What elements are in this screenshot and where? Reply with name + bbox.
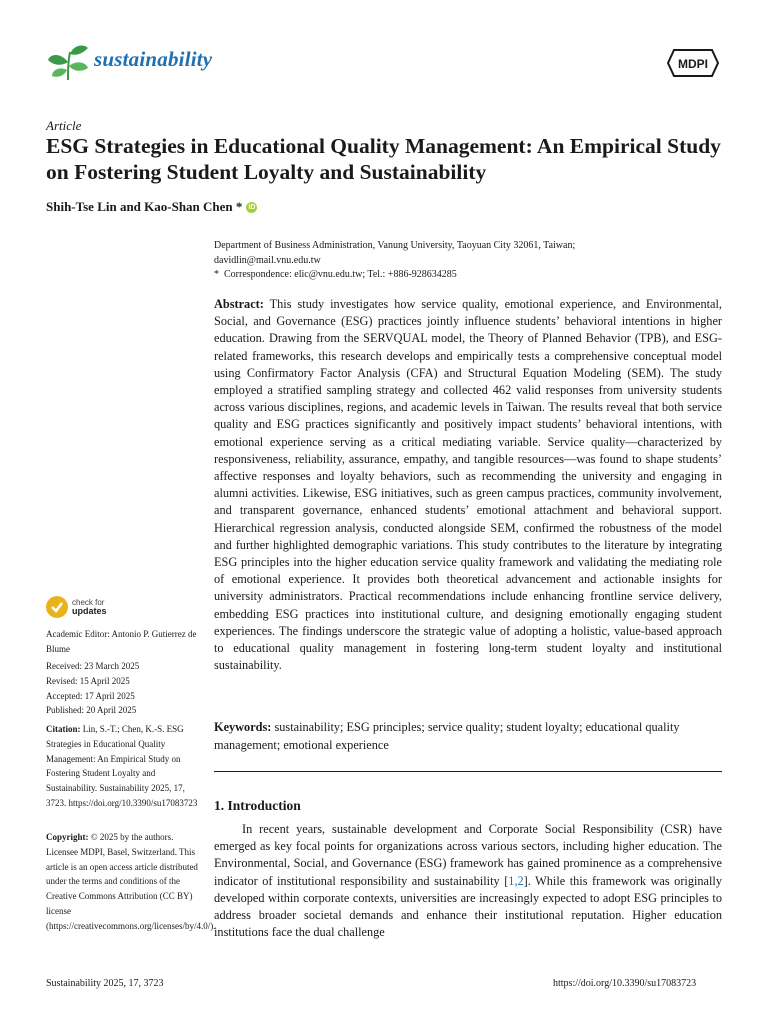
orcid-icon[interactable]: iD [248, 203, 256, 211]
citation-text: Lin, S.-T.; Chen, K.-S. ESG Strategies in Educational Quality Management: An Empirical Study on Fostering Student Loyalty and Sustainability. Sustainability 2025, 17, 3723. https://doi.org/10.3390/su17083723 [46, 724, 198, 808]
date-revised: Revised: 15 April 2025 [46, 675, 130, 686]
correspondence-text: Correspondence: elic@vnu.edu.tw; Tel.: +886-928634285 [224, 269, 457, 280]
abstract-label: Abstract: [214, 297, 264, 311]
keywords [214, 718, 722, 754]
section-heading-introduction: 1. Introduction [214, 798, 301, 813]
authors: Shih-Tse Lin and Kao-Shan Chen * [46, 199, 243, 214]
copyright-text: © 2025 by the authors. Licensee MDPI, Basel, Switzerland. This article is an open access article distributed under the terms and conditions of the Creative Commons Attribution (CC BY) license (https://creativecommons.org/licenses/by/4.0/). [46, 832, 216, 931]
copyright-block [46, 830, 216, 934]
citation-label: Citation: [46, 724, 81, 734]
affiliation-line1: Department of Business Administration, Vanung University, Taoyuan City 32061, Taiwan; [214, 240, 576, 251]
citation-link[interactable]: 1,2 [508, 873, 524, 888]
footer-doi-link[interactable]: https://doi.org/10.3390/su17083723 [553, 978, 697, 989]
citation-block [46, 722, 204, 811]
abstract-text: This study investigates how service quality, emotional experience, and Environmental, Social, and Governance (ESG) practices jointly influence students’ behavioral intentions in higher education. Drawing from the SERVQUAL model, the Theory of Planned Behavior (TPB), and ESG-related frameworks, this research develops and empirically tests a comprehensive conceptual model using Confirmatory Factor Analysis (CFA) and Structural Equation Modeling (SEM). The study employed a stratified sampling strategy and collected 462 valid responses from university students across various disciplines, regions, and academic levels in Taiwan. The results reveal that both service quality and ESG practices significantly and positively impact students’ behavioral intentions, with emotional experience serving as a critical mediating variable. Service quality—characterized by responsiveness, reliability, assurance, empathy, and tangible resources—was found to shape students’ affective responses and loyalty behaviors, such as recommending the university and engaging in alumni activities. Likewise, ESG initiatives, such as green campus practices, community involvement, and transparent governance, enhanced students’ emotional attachment and behavioral support. Hierarchical regression analysis, conducted alongside SEM, confirmed the robustness of the model and further highlighted demographic variations. This study contributes to the literature by integrating ESG principles into the higher education service quality framework and validating the mediating role of emotional experience. It provides both theoretical advancement and actionable insights for university administrators. Practical recommendations include enhancing frontline service delivery, embedding ESG practices into institutional culture, and designing emotionally engaging student experiences. The findings underscore the strategic value of adopting a holistic, value-based approach to educational quality management in fostering long-term student loyalty and institutional sustainability. [214, 297, 722, 673]
affiliation-email[interactable]: davidlin@mail.vnu.edu.tw [214, 254, 321, 266]
article-dates [46, 659, 204, 718]
introduction-paragraph [214, 821, 722, 941]
check-for-updates-badge[interactable] [46, 596, 107, 618]
updates-line2: updates [72, 606, 107, 616]
correspondence-marker: * [214, 269, 219, 280]
check-updates-icon [46, 596, 68, 618]
correspondence-line [214, 268, 724, 283]
check-updates-text [72, 598, 107, 616]
abstract [214, 296, 722, 674]
article-type: Article [46, 118, 82, 133]
date-received: Received: 23 March 2025 [46, 661, 140, 671]
section-divider [214, 771, 722, 772]
updates-line1: check for [72, 598, 105, 607]
copyright-label: Copyright: [46, 832, 89, 842]
intro-text-1: In recent years, sustainable development and Corporate Social Responsibility (CSR) have emerged as key focal points for organizations across various sectors, including higher education. The Environmental, Social, and Governance (ESG) framework has gained prominence as a comprehensive indicator of institutional responsibility and sustainability [ [214, 822, 722, 888]
paper-title: ESG Strategies in Educational Quality Management: An Empirical Study on Fostering Student Loyalty and Sustainability [46, 134, 721, 184]
academic-editor: Academic Editor: Antonio P. Gutierrez de Blume [46, 629, 197, 654]
authors-line [46, 199, 257, 215]
publisher-logo-text: MDPI [678, 57, 708, 71]
footer-journal-info: Sustainability 2025, 17, 3723 [46, 978, 164, 989]
mdpi-logo-icon [666, 48, 720, 78]
date-accepted: Accepted: 17 April 2025 [46, 690, 135, 701]
journal-name: sustainability [94, 47, 213, 71]
journal-logo-icon [46, 42, 90, 82]
keywords-label: Keywords: [214, 720, 272, 734]
date-published: Published: 20 April 2025 [46, 705, 137, 716]
intro-text-2: ]. While this framework was originally developed within corporate contexts, universities are increasingly expected to adopt ESG principles to address broader societal demands and enhance their institutional reputation. Higher education institutions face the dual challenge [214, 873, 722, 940]
affiliation-block [214, 239, 724, 283]
keywords-text: sustainability; ESG principles; service quality; student loyalty; educational quality management; emotional experience [214, 720, 680, 752]
